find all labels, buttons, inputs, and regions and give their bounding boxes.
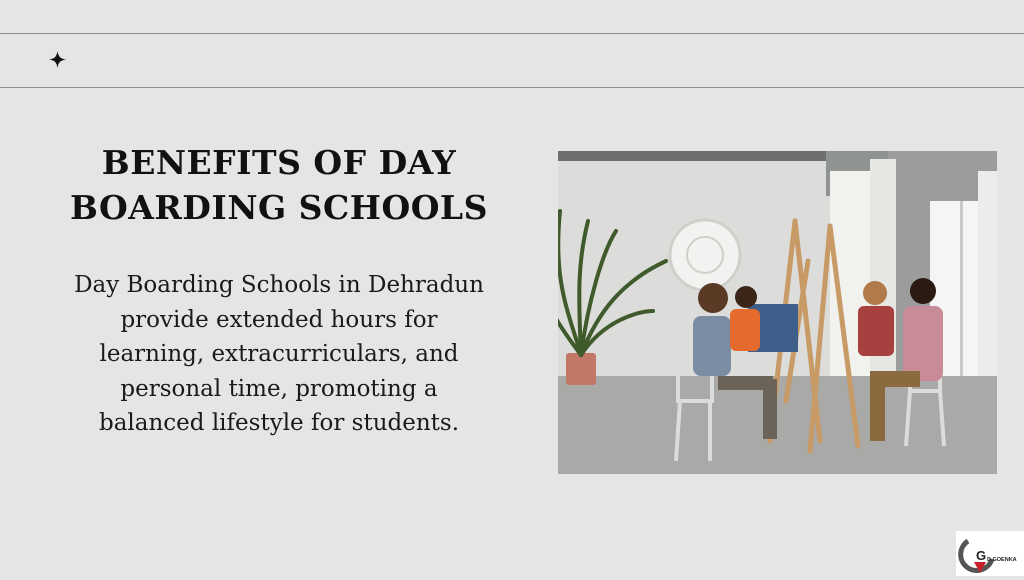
logo-letter: G	[976, 548, 987, 563]
four-point-star-icon	[49, 51, 66, 68]
logo-text: D.GOENKA	[987, 557, 1017, 563]
top-divider-line	[0, 33, 1024, 34]
slide-body-text: Day Boarding Schools in Dehradun provide extended hours for learning, extracurriculars, and personal time, promoting a balanced lifestyle for students.	[74, 272, 484, 436]
slide-title: BENEFITS OF DAY BOARDING SCHOOLS	[70, 143, 488, 227]
header-divider-line	[0, 87, 1024, 88]
students-painting-photo	[558, 151, 997, 474]
logo-mark-icon	[956, 531, 1024, 576]
school-logo	[956, 531, 1024, 576]
photo-illustration	[558, 151, 997, 474]
